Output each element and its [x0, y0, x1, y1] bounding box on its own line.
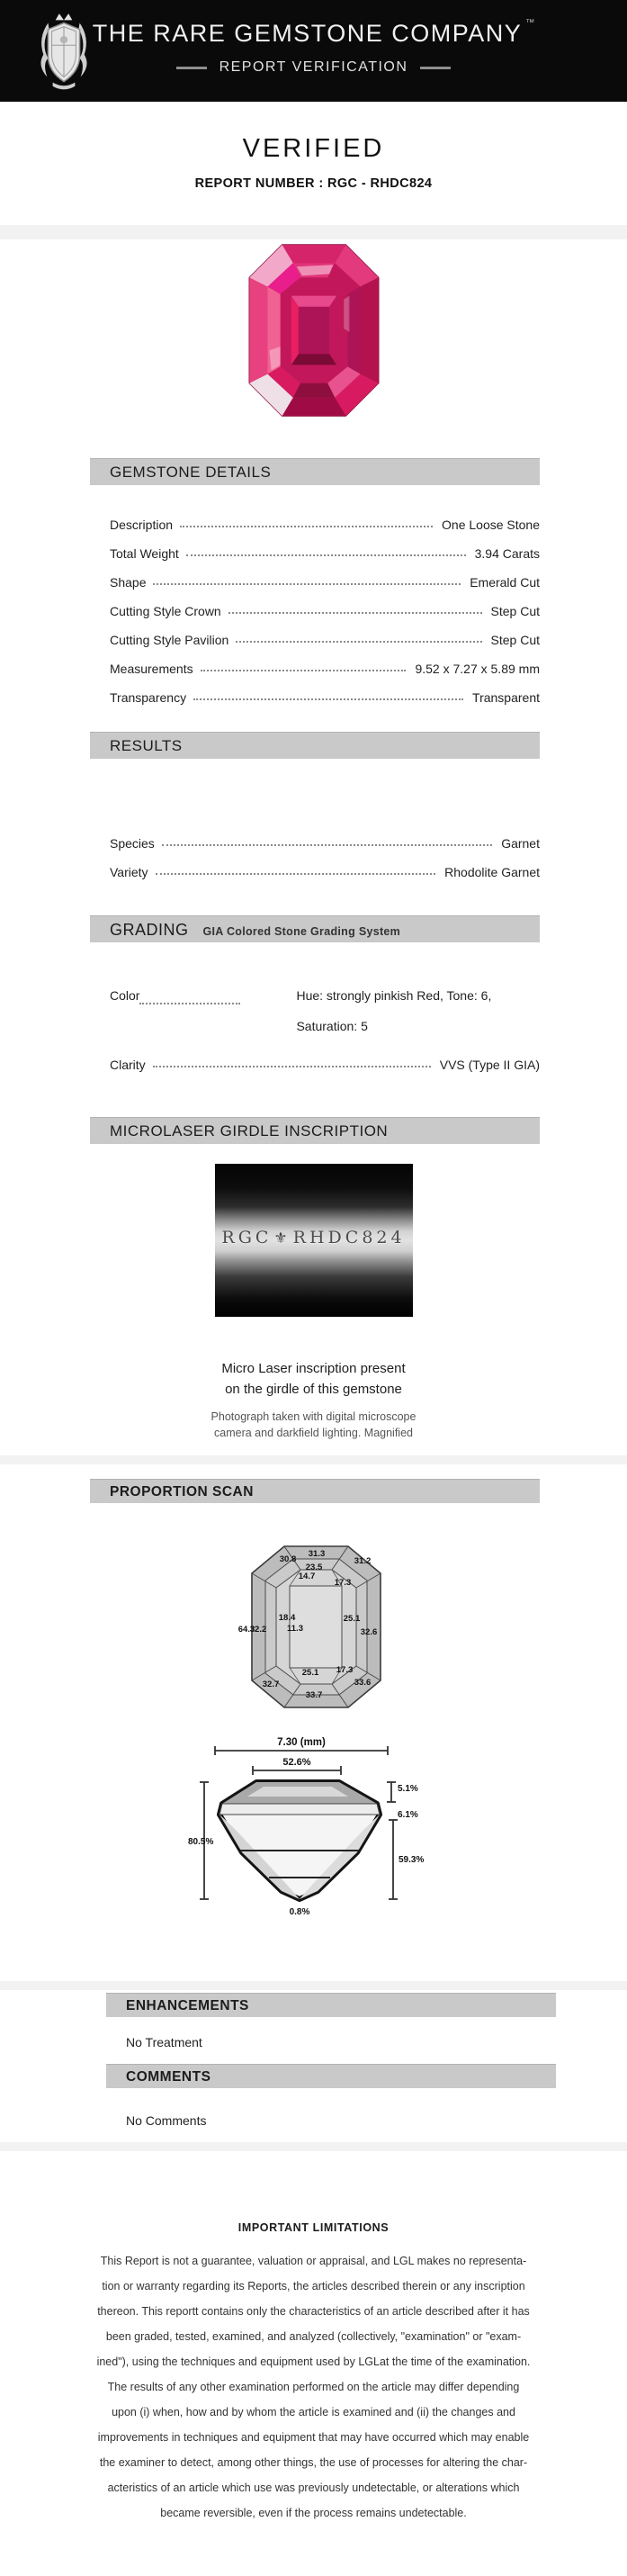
- row-label: Clarity: [110, 1058, 146, 1072]
- top-view-label: 33.6: [354, 1678, 371, 1688]
- profile-culet-label: 0.8%: [289, 1907, 309, 1917]
- section-divider: [0, 2142, 627, 2151]
- girdle-inscription-text: [221, 1228, 405, 1247]
- row-label: Variety: [110, 865, 148, 879]
- row-label: Description: [110, 518, 174, 532]
- row-value: One Loose Stone: [442, 518, 540, 532]
- section-header-results: [90, 732, 540, 759]
- verified-status: VERIFIED: [242, 134, 385, 163]
- dotted-leader: [156, 873, 436, 875]
- limitations-line: became reversible, even if the process remains undetectable.: [160, 2507, 467, 2519]
- row-value: 9.52 x 7.27 x 5.89 mm: [415, 662, 540, 676]
- inscription-suffix: RHDC824: [292, 1228, 406, 1247]
- section-title: ENHANCEMENTS: [126, 1998, 249, 2013]
- color-value-line1: Hue: strongly pinkish Red, Tone: 6,: [296, 988, 492, 1003]
- limitations-line: ined"), using the techniques and equipment used by LGLat the time of the examination.: [96, 2355, 531, 2368]
- row-label: Cutting Style Pavilion: [110, 633, 229, 647]
- dotted-leader: [193, 698, 463, 700]
- top-view-label: 31.3: [308, 1549, 325, 1559]
- section-header-enhancements: [106, 1993, 556, 2017]
- profile-width-label: 7.30 (mm): [276, 1737, 326, 1748]
- section-divider: [0, 1981, 627, 1990]
- section-title: PROPORTION SCAN: [110, 1484, 254, 1500]
- result-row-species: [110, 824, 540, 852]
- grading-system-subtitle: GIA Colored Stone Grading System: [202, 925, 401, 938]
- proportion-profile-wrap: [0, 1735, 627, 1929]
- dotted-leader: [201, 670, 407, 671]
- section-header-comments: [106, 2064, 556, 2088]
- top-view-label: 14.7: [298, 1572, 315, 1581]
- comments-value: No Comments: [126, 2113, 207, 2128]
- limitations-line: the examiner to detect, among other things, the use of processes for altering the char-: [99, 2456, 528, 2469]
- dotted-leader: [153, 583, 461, 585]
- top-view-label: 25.1: [301, 1668, 318, 1678]
- profile-table-label: 52.6%: [282, 1757, 311, 1768]
- grading-rows: [110, 980, 540, 1074]
- row-value: 3.94 Carats: [474, 546, 540, 561]
- top-view-label: 17.3: [334, 1578, 351, 1588]
- top-view-label: 18.4: [278, 1613, 295, 1623]
- dotted-leader: [162, 844, 492, 846]
- row-value: Rhodolite Garnet: [444, 865, 540, 879]
- top-view-diagram: [202, 1541, 426, 1716]
- top-view-label: 33.7: [305, 1690, 322, 1700]
- section-divider: [0, 225, 627, 239]
- row-label: Color: [110, 988, 140, 1003]
- section-title: MICROLASER GIRDLE INSCRIPTION: [110, 1122, 389, 1139]
- limitations-title: IMPORTANT LIMITATIONS: [237, 2221, 390, 2234]
- limitations-line: been graded, tested, examined, and analyzed (collectively, "examination" or "exam-: [105, 2330, 522, 2343]
- grading-row-clarity: [110, 1045, 540, 1074]
- row-value: Garnet: [501, 836, 540, 851]
- dotted-leader: [153, 1066, 431, 1067]
- grading-row-color: [110, 980, 540, 1041]
- detail-row-total-weight: [110, 534, 540, 563]
- profile-depth-label: 80.5%: [187, 1837, 213, 1847]
- inscription-prefix: RGC: [221, 1228, 273, 1247]
- gemstone-photo: [246, 241, 382, 419]
- results-rows: [110, 824, 540, 881]
- subtitle-right-dash: [420, 67, 451, 69]
- note-line2: camera and darkfield lighting. Magnified: [214, 1427, 413, 1439]
- section-header-inscription: [90, 1117, 540, 1144]
- proportion-top-view-wrap: [0, 1541, 627, 1721]
- profile-crown-label: 5.1%: [397, 1784, 418, 1794]
- brand-block: [0, 0, 627, 76]
- top-view-label: 25.1: [343, 1614, 360, 1624]
- color-value-line2: Saturation: 5: [296, 1019, 368, 1033]
- section-title: GRADING: [110, 921, 189, 939]
- detail-row-description: [110, 505, 540, 534]
- caption-line1: Micro Laser inscription present: [221, 1361, 406, 1376]
- detail-row-shape: [110, 563, 540, 591]
- profile-diagram: [188, 1735, 440, 1924]
- row-label: Shape: [110, 575, 147, 590]
- crest-glyph-icon: ⚜: [273, 1229, 291, 1247]
- enhancements-value: No Treatment: [126, 2035, 202, 2049]
- top-view-label: 23.5: [305, 1563, 322, 1572]
- dotted-leader: [180, 526, 433, 527]
- limitations-line: improvements in techniques and equipment that may have occurred which may enable: [97, 2431, 530, 2444]
- dotted-leader: [139, 980, 240, 1004]
- company-name-text: THE RARE GEMSTONE COMPANY: [92, 20, 523, 47]
- section-divider: [0, 1455, 627, 1464]
- detail-row-pavilion: [110, 620, 540, 649]
- header-subtitle-row: [0, 59, 627, 76]
- top-view-label: 32.7: [262, 1680, 279, 1689]
- top-view-label: 17.3: [336, 1665, 353, 1675]
- limitations-line: The results of any other examination performed on the article may differ depending: [107, 2381, 520, 2393]
- detail-row-crown: [110, 591, 540, 620]
- limitations-line: tion or warranty regarding its Reports, the articles described therein or any inscription: [102, 2280, 525, 2292]
- site-header: [0, 0, 627, 102]
- header-subtitle: REPORT VERIFICATION: [219, 59, 408, 75]
- inscription-caption: [0, 1358, 627, 1400]
- gemstone-details-rows: [110, 505, 540, 707]
- report-number: REPORT NUMBER : RGC - RHDC824: [194, 176, 433, 191]
- profile-girdle-label: 6.1%: [397, 1810, 418, 1820]
- section-header-grading: [90, 915, 540, 942]
- limitations-line: acteristics of an article which use was previously undetectable, or alterations which: [107, 2481, 520, 2494]
- color-value: [296, 980, 491, 1041]
- top-view-label: 32.2: [249, 1625, 266, 1635]
- section-header-gemstone-details: [90, 458, 540, 485]
- dotted-leader: [228, 612, 482, 614]
- dotted-leader: [236, 641, 481, 643]
- photo-note: [0, 1409, 627, 1441]
- limitations-line: upon (i) when, how and by whom the article is examined and (ii) the changes and: [112, 2406, 515, 2418]
- section-title: GEMSTONE DETAILS: [110, 464, 272, 481]
- row-value: Transparent: [472, 690, 540, 705]
- row-value: Emerald Cut: [470, 575, 540, 590]
- top-view-label: 31.2: [354, 1556, 371, 1566]
- crest-icon: [36, 12, 92, 91]
- top-view-label: 11.3: [286, 1624, 303, 1634]
- row-value: VVS (Type II GIA): [439, 1058, 540, 1072]
- detail-row-transparency: [110, 678, 540, 707]
- caption-line2: on the girdle of this gemstone: [225, 1382, 402, 1397]
- section-title: COMMENTS: [126, 2069, 211, 2085]
- row-label: Species: [110, 836, 155, 851]
- row-label: Transparency: [110, 690, 187, 705]
- gemstone-photo-wrap: [0, 241, 627, 424]
- company-name: [0, 18, 627, 48]
- section-header-proportion: [90, 1479, 540, 1503]
- dotted-leader: [186, 554, 466, 556]
- limitations-line: thereon. This reportt contains only the characteristics of an article described after it has: [97, 2305, 530, 2318]
- row-label: Measurements: [110, 662, 193, 676]
- result-row-variety: [110, 852, 540, 881]
- girdle-inscription-photo: [215, 1164, 413, 1317]
- trademark-symbol: ™: [525, 18, 535, 28]
- subtitle-left-dash: [176, 67, 207, 69]
- row-value: Step Cut: [490, 633, 540, 647]
- limitations-text: [44, 2248, 584, 2526]
- section-title: RESULTS: [110, 737, 183, 754]
- top-view-label: 64.3: [237, 1625, 255, 1635]
- top-view-label: 32.6: [360, 1627, 377, 1637]
- row-label: Total Weight: [110, 546, 179, 561]
- limitations-line: This Report is not a guarantee, valuation or appraisal, and LGL makes no representa-: [100, 2255, 527, 2267]
- note-line1: Photograph taken with digital microscope: [210, 1410, 417, 1423]
- row-value: Step Cut: [490, 604, 540, 618]
- row-label: Cutting Style Crown: [110, 604, 221, 618]
- detail-row-measurements: [110, 649, 540, 678]
- top-view-label: 30.8: [279, 1554, 296, 1564]
- profile-pavilion-label: 59.3%: [398, 1855, 424, 1865]
